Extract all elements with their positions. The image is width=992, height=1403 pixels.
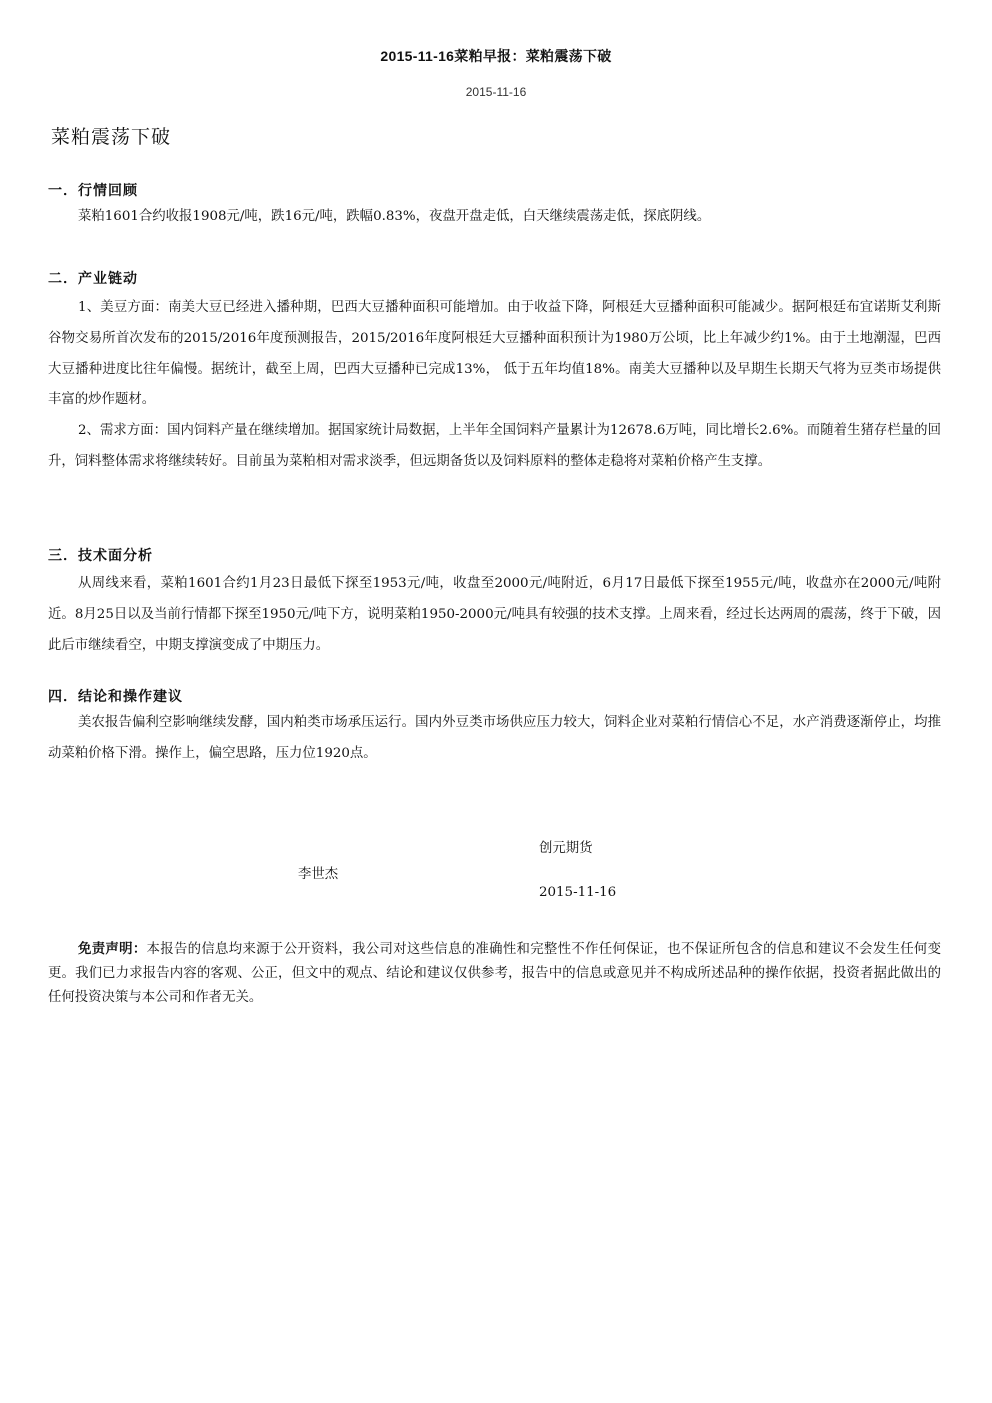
signature-company: 创元期货 bbox=[539, 841, 593, 856]
section-heading-technical-analysis: 三．技术面分析 bbox=[48, 548, 153, 564]
signature-date: 2015-11-16 bbox=[539, 885, 617, 900]
document-date: 2015-11-16 bbox=[465, 85, 527, 99]
headline: 菜粕震荡下破 bbox=[51, 126, 172, 148]
conclusion-paragraph: 美农报告偏利空影响继续发酵，国内粕类市场承压运行。国内外豆类市场供应压力较大，饲料企业对菜粕行情信心不足，水产消费逐渐停止，均推动菜粕价格下滑。操作上，偏空思路，压力位1920点。 bbox=[48, 715, 941, 761]
section-heading-industry-chain: 二．产业链动 bbox=[48, 271, 138, 287]
document-title: 2015-11-16菜粕早报：菜粕震荡下破 bbox=[380, 48, 612, 64]
signature-author: 李世杰 bbox=[298, 867, 339, 882]
section-heading-conclusion: 四．结论和操作建议 bbox=[48, 689, 183, 705]
industry-soybean-paragraph: 1、美豆方面：南美大豆已经进入播种期，巴西大豆播种面积可能增加。由于收益下降，阿根廷大豆播种面积可能减少。据阿根廷布宜诺斯艾利斯谷物交易所首次发布的2015/2016年度预测报告，2015/2016年度阿根廷大豆播种面积预计为1980万公顷，比上年减少约1%。由于土地潮湿，巴西大豆播种进度比往年偏慢。据统计，截至上周，巴西大豆播种已完成13%， 低于五年均值18%。南美大豆播种以及早期生长期天气将为豆类市场提供丰富的炒作题材。 bbox=[48, 300, 941, 408]
disclaimer bbox=[48, 937, 941, 1010]
market-review-paragraph: 菜粕1601合约收报1908元/吨，跌16元/吨，跌幅0.83%，夜盘开盘走低，白天继续震荡走低，探底阴线。 bbox=[78, 209, 711, 224]
disclaimer-label: 免责声明： bbox=[78, 941, 147, 957]
industry-demand-paragraph: 2、需求方面：国内饲料产量在继续增加。据国家统计局数据，上半年全国饲料产量累计为12678.6万吨，同比增长2.6%。而随着生猪存栏量的回升，饲料整体需求将继续转好。目前虽为菜粕相对需求淡季，但远期备货以及饲料原料的整体走稳将对菜粕价格产生支撑。 bbox=[48, 423, 941, 469]
disclaimer-text: 本报告的信息均来源于公开资料，我公司对这些信息的准确性和完整性不作任何保证，也不保证所包含的信息和建议不会发生任何变更。我们已力求报告内容的客观、公正，但文中的观点、结论和建议仅供参考，报告中的信息或意见并不构成所述品种的操作依据，投资者据此做出的任何投资决策与本公司和作者无关。 bbox=[48, 942, 942, 1005]
section-heading-market-review: 一．行情回顾 bbox=[48, 183, 138, 199]
technical-analysis-paragraph: 从周线来看，菜粕1601合约1月23日最低下探至1953元/吨，收盘至2000元/吨附近，6月17日最低下探至1955元/吨，收盘亦在2000元/吨附近。8月25日以及当前行情都下探至1950元/吨下方，说明菜粕1950-2000元/吨具有较强的技术支撑。上周来看，经过长达两周的震荡，终于下破，因此后市继续看空，中期支撑演变成了中期压力。 bbox=[48, 576, 941, 653]
